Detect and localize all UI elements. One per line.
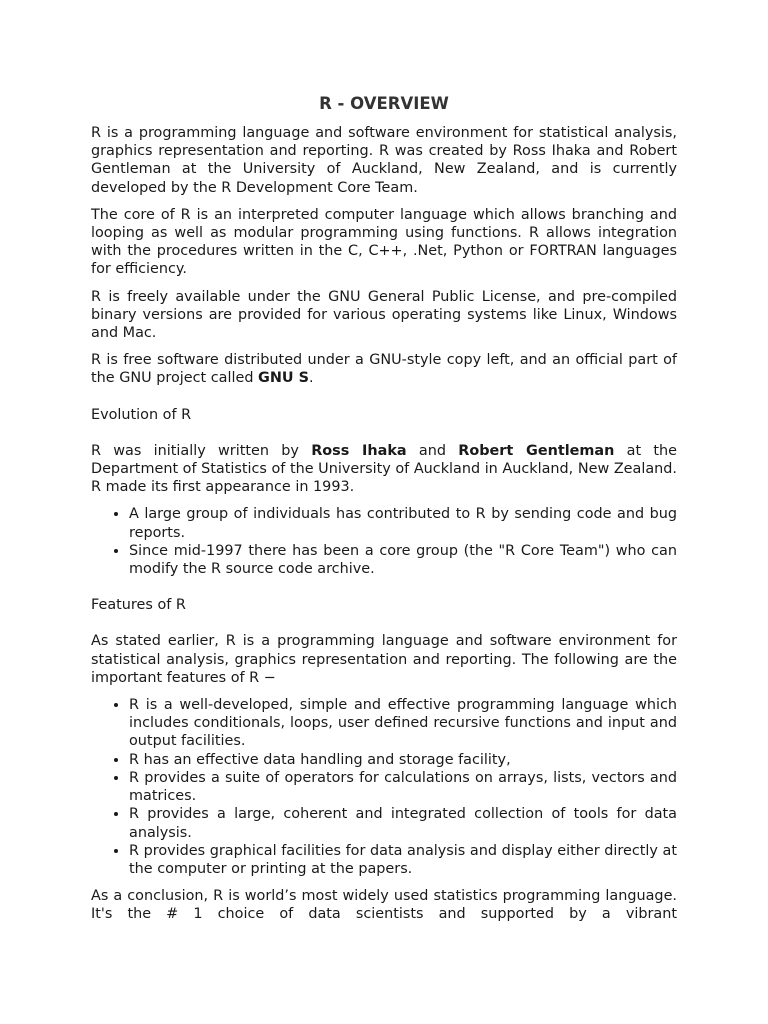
- document-page: [91, 94, 677, 933]
- gnu-paragraph: [91, 351, 677, 387]
- page-title: R - OVERVIEW: [319, 94, 449, 113]
- conclusion-paragraph: As a conclusion, R is world’s most widely used statistics programming language. It's the # 1 choice of data scientists and supported by a vibrant: [91, 888, 677, 923]
- evolution-text-end: at the Department of Statistics of the University of Auckland in Auckland, New Zealand. R made its first appearance in 1993.: [91, 442, 678, 496]
- intro-paragraph-1: R is a programming language and software environment for statistical analysis, graphics representation and reporting. R was created by Ross Ihaka and Robert Gentleman at the University of Auckland, New Zealand, and is currently developed by the R Development Core Team.: [91, 125, 677, 196]
- list-item: • R provides graphical facilities for data analysis and display either directly at the computer or printing at the papers.: [129, 842, 677, 878]
- list-item: • R has an effective data handling and storage facility,: [129, 751, 677, 769]
- features-heading: Features of R: [91, 597, 186, 614]
- evolution-heading: Evolution of R: [91, 406, 192, 423]
- list-item: • A large group of individuals has contributed to R by sending code and bug reports.: [129, 505, 677, 541]
- gnu-text-before: R is free software distributed under a GNU-style copy left, and an official part of the GNU project called: [91, 352, 677, 387]
- intro-paragraph-3: R is freely available under the GNU General Public License, and pre-compiled binary versions are provided for various operating systems like Linux, Windows and Mac.: [91, 288, 677, 342]
- list-item: • R provides a large, coherent and integrated collection of tools for data analysis.: [129, 805, 677, 841]
- evolution-text-start: R was initially written by: [91, 442, 312, 459]
- author-robert-gentleman: Robert Gentleman: [458, 442, 615, 459]
- evolution-text-and: and: [406, 442, 459, 459]
- evolution-paragraph: [91, 442, 677, 497]
- list-item: • Since mid-1997 there has been a core group (the "R Core Team") who can modify the R source code archive.: [129, 542, 677, 578]
- intro-paragraph-2: The core of R is an interpreted computer language which allows branching and looping as well as modular programming using functions. R allows integration with the procedures written in the C, C++, .Net, Python or FORTRAN languages for efficiency.: [91, 206, 677, 278]
- features-list: [91, 696, 677, 878]
- gnu-s-bold: GNU S: [258, 370, 309, 387]
- features-intro: As stated earlier, R is a programming language and software environment for statistical analysis, graphics representation and reporting. The following are the important features of R −: [91, 633, 677, 686]
- list-item: • R provides a suite of operators for calculations on arrays, lists, vectors and matrices.: [129, 769, 677, 805]
- list-item: • R is a well-developed, simple and effective programming language which includes conditionals, loops, user defined recursive functions and input and output facilities.: [129, 696, 677, 751]
- author-ross-ihaka: Ross Ihaka: [311, 442, 407, 459]
- evolution-list: [91, 505, 677, 578]
- gnu-text-after: .: [308, 370, 314, 387]
